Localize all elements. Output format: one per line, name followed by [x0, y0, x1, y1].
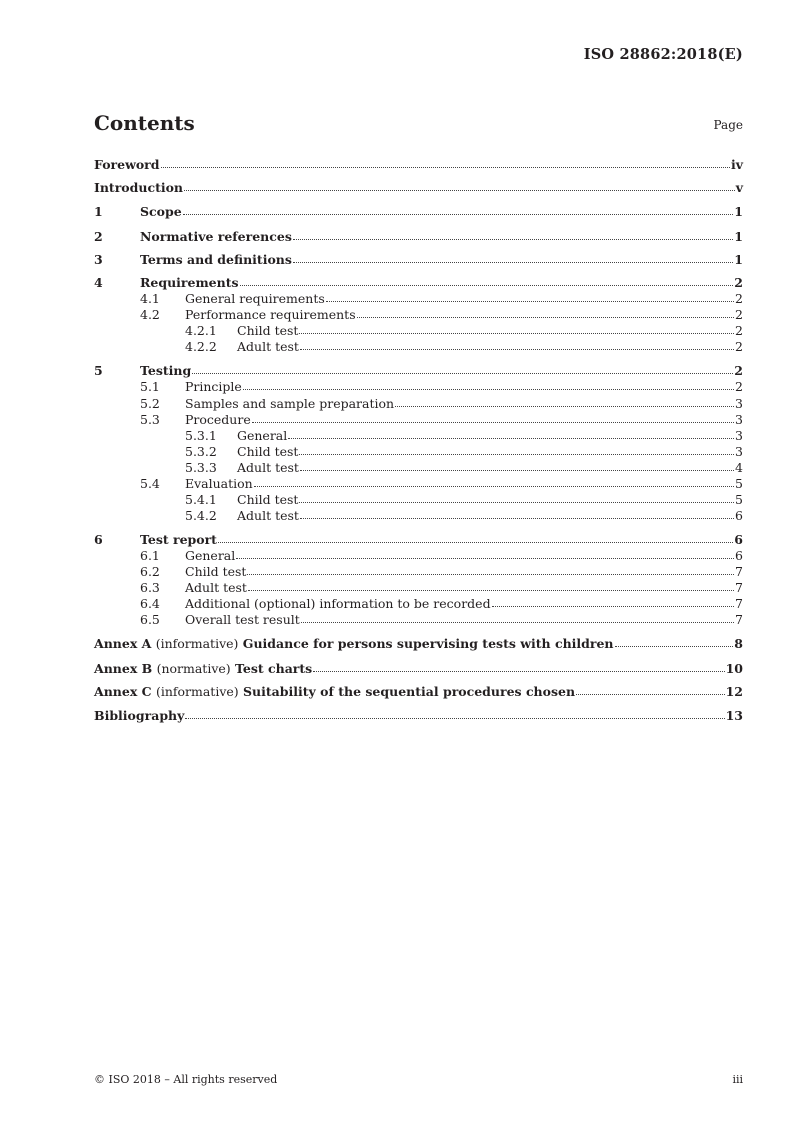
- dot-leader: [161, 166, 730, 168]
- toc-entry[interactable]: [94, 444, 743, 459]
- toc-entry-page: 13: [725, 708, 743, 723]
- toc-entry-title: Overall test result: [185, 612, 300, 627]
- toc-entry-number: 6.3: [140, 580, 160, 595]
- toc-entry[interactable]: [94, 636, 743, 651]
- toc-entry[interactable]: [94, 564, 743, 579]
- toc-entry[interactable]: [94, 684, 743, 699]
- dot-leader: [300, 348, 734, 350]
- annex-title: Guidance for persons supervising tests with children: [242, 636, 614, 651]
- toc-entry[interactable]: [94, 532, 743, 547]
- toc-entry-title: Adult test: [237, 339, 299, 354]
- toc-entry-number: 5.3.1: [185, 428, 217, 443]
- toc-entry-title: Samples and sample preparation: [185, 396, 395, 411]
- toc-entry-page: 2: [734, 275, 743, 290]
- toc-entry[interactable]: [94, 307, 743, 322]
- toc-entry-title: Evaluation: [185, 476, 253, 491]
- dot-leader: [576, 693, 725, 695]
- annex-title: Suitability of the sequential procedures chosen: [243, 684, 576, 699]
- toc-entry-title: [94, 636, 614, 651]
- toc-entry-page: 5: [735, 492, 743, 507]
- annex-label: Annex C: [94, 684, 152, 699]
- toc-entry-title: Terms and definitions: [140, 252, 292, 267]
- toc-entry-number: 4.1: [140, 291, 160, 306]
- toc-entry[interactable]: [94, 157, 743, 172]
- dot-leader: [236, 557, 734, 559]
- page-column-label: Page: [713, 118, 743, 132]
- toc-entry-number: 4.2: [140, 307, 160, 322]
- toc-entry-page: 8: [734, 636, 743, 651]
- toc-entry-page: 7: [735, 564, 743, 579]
- toc-entry[interactable]: [94, 275, 743, 290]
- dot-leader: [299, 453, 734, 455]
- toc-entry-number: 5.1: [140, 379, 160, 394]
- annex-label: Annex A: [94, 636, 152, 651]
- toc-entry[interactable]: [94, 363, 743, 378]
- contents-title: Contents: [94, 111, 195, 135]
- toc-entry[interactable]: [94, 508, 743, 523]
- toc-entry-page: 7: [735, 612, 743, 627]
- toc-entry-page: 3: [735, 428, 743, 443]
- toc-entry-page: 1: [734, 204, 743, 219]
- toc-entry-page: 2: [735, 339, 743, 354]
- dot-leader: [293, 261, 733, 263]
- toc-entry-page: 6: [734, 532, 743, 547]
- toc-entry[interactable]: [94, 339, 743, 354]
- toc-entry-number: 6.5: [140, 612, 160, 627]
- toc-entry-title: Bibliography: [94, 708, 185, 723]
- toc-entry-title: Child test: [237, 444, 299, 459]
- toc-entry-number: 4.2.1: [185, 323, 217, 338]
- toc-entry-title: Introduction: [94, 180, 184, 195]
- dot-leader: [243, 388, 734, 390]
- dot-leader: [192, 372, 733, 374]
- toc-entry-page: 4: [735, 460, 743, 475]
- dot-leader: [293, 238, 733, 240]
- page-number: iii: [732, 1073, 743, 1086]
- toc-entry-title: Testing: [140, 363, 192, 378]
- toc-entry-title: [94, 661, 312, 676]
- toc-entry[interactable]: [94, 379, 743, 394]
- toc-entry-number: 5: [94, 363, 103, 378]
- toc-entry-title: [94, 684, 575, 699]
- standard-identifier: ISO 28862:2018(E): [583, 46, 743, 63]
- dot-leader: [615, 645, 734, 647]
- toc-entry-page: 7: [735, 580, 743, 595]
- toc-entry-title: Performance requirements: [185, 307, 356, 322]
- dot-leader: [299, 332, 734, 334]
- toc-entry-number: 6: [94, 532, 103, 547]
- toc-entry-number: 5.2: [140, 396, 160, 411]
- toc-entry[interactable]: [94, 396, 743, 411]
- toc-entry[interactable]: [94, 596, 743, 611]
- toc-entry-page: 6: [735, 548, 743, 563]
- toc-entry-number: 4: [94, 275, 103, 290]
- toc-entry-title: Child test: [185, 564, 247, 579]
- dot-leader: [254, 485, 734, 487]
- toc-entry[interactable]: [94, 252, 743, 267]
- annex-label: Annex B: [94, 661, 153, 676]
- toc-entry-title: Procedure: [185, 412, 251, 427]
- toc-entry-number: 6.2: [140, 564, 160, 579]
- toc-entry-page: 6: [735, 508, 743, 523]
- toc-entry-page: 2: [735, 323, 743, 338]
- toc-entry-title: General: [237, 428, 288, 443]
- dot-leader: [395, 405, 734, 407]
- toc-entry-page: v: [735, 180, 743, 195]
- toc-entry[interactable]: [94, 412, 743, 427]
- toc-entry-page: 3: [735, 396, 743, 411]
- dot-leader: [252, 421, 734, 423]
- toc-entry-title: Requirements: [140, 275, 239, 290]
- dot-leader: [492, 605, 734, 607]
- toc-entry-number: 2: [94, 229, 103, 244]
- dot-leader: [326, 300, 734, 302]
- dot-leader: [357, 316, 734, 318]
- toc-entry-page: 3: [735, 444, 743, 459]
- annex-qualifier: (informative): [155, 684, 239, 699]
- dot-leader: [248, 589, 734, 591]
- toc-entry[interactable]: [94, 323, 743, 338]
- toc-entry[interactable]: [94, 476, 743, 491]
- toc-entry-title: Adult test: [237, 460, 299, 475]
- toc-entry-page: 1: [734, 252, 743, 267]
- toc-entry-page: 12: [725, 684, 743, 699]
- toc-entry-number: 5.4: [140, 476, 160, 491]
- toc-entry-number: 5.4.1: [185, 492, 217, 507]
- toc-entry[interactable]: [94, 708, 743, 723]
- dot-leader: [185, 717, 724, 719]
- dot-leader: [247, 573, 734, 575]
- dot-leader: [300, 517, 734, 519]
- toc-entry-title: Scope: [140, 204, 182, 219]
- toc-entry-number: 6.1: [140, 548, 160, 563]
- dot-leader: [183, 213, 734, 215]
- toc-entry-page: 7: [735, 596, 743, 611]
- toc-entry-title: Test report: [140, 532, 217, 547]
- toc-entry[interactable]: [94, 492, 743, 507]
- toc-entry-page: 2: [735, 291, 743, 306]
- toc-entry-number: 3: [94, 252, 103, 267]
- toc-entry-title: General: [185, 548, 236, 563]
- dot-leader: [184, 189, 735, 191]
- toc-entry-title: Additional (optional) information to be recorded: [185, 596, 491, 611]
- toc-entry[interactable]: [94, 612, 743, 627]
- toc-entry-page: 10: [725, 661, 743, 676]
- dot-leader: [313, 670, 724, 672]
- dot-leader: [299, 501, 734, 503]
- toc-entry-number: 1: [94, 204, 103, 219]
- toc-entry-number: 4.2.2: [185, 339, 217, 354]
- toc-entry-number: 5.3.3: [185, 460, 217, 475]
- toc-entry-title: Adult test: [185, 580, 247, 595]
- toc-entry[interactable]: [94, 460, 743, 475]
- dot-leader: [300, 469, 734, 471]
- toc-entry-title: General requirements: [185, 291, 325, 306]
- toc-entry-title: Normative references: [140, 229, 292, 244]
- dot-leader: [240, 284, 734, 286]
- toc-entry[interactable]: [94, 291, 743, 306]
- toc-entry-number: 5.3: [140, 412, 160, 427]
- toc-entry-number: 5.4.2: [185, 508, 217, 523]
- dot-leader: [218, 541, 733, 543]
- toc-entry-page: 2: [735, 379, 743, 394]
- dot-leader: [288, 437, 734, 439]
- toc-entry[interactable]: [94, 428, 743, 443]
- toc-entry-number: 5.3.2: [185, 444, 217, 459]
- toc-entry-title: Adult test: [237, 508, 299, 523]
- annex-qualifier: (normative): [156, 661, 231, 676]
- toc-entry[interactable]: [94, 580, 743, 595]
- toc-entry[interactable]: [94, 180, 743, 195]
- toc-entry-title: Child test: [237, 492, 299, 507]
- toc-entry-title: Foreword: [94, 157, 160, 172]
- toc-entry-page: 2: [735, 307, 743, 322]
- toc-entry-page: 1: [734, 229, 743, 244]
- toc-entry[interactable]: [94, 548, 743, 563]
- toc-entry-number: 6.4: [140, 596, 160, 611]
- toc-entry[interactable]: [94, 204, 743, 219]
- toc-entry-title: Principle: [185, 379, 242, 394]
- toc-entry-page: 5: [735, 476, 743, 491]
- toc-entry-title: Child test: [237, 323, 299, 338]
- toc-entry-page: 3: [735, 412, 743, 427]
- dot-leader: [301, 621, 734, 623]
- toc-entry[interactable]: [94, 661, 743, 676]
- toc-entry-page: 2: [734, 363, 743, 378]
- toc-entry[interactable]: [94, 229, 743, 244]
- annex-title: Test charts: [235, 661, 313, 676]
- annex-qualifier: (informative): [155, 636, 239, 651]
- copyright-notice: © ISO 2018 – All rights reserved: [94, 1073, 278, 1086]
- toc-entry-page: iv: [730, 157, 743, 172]
